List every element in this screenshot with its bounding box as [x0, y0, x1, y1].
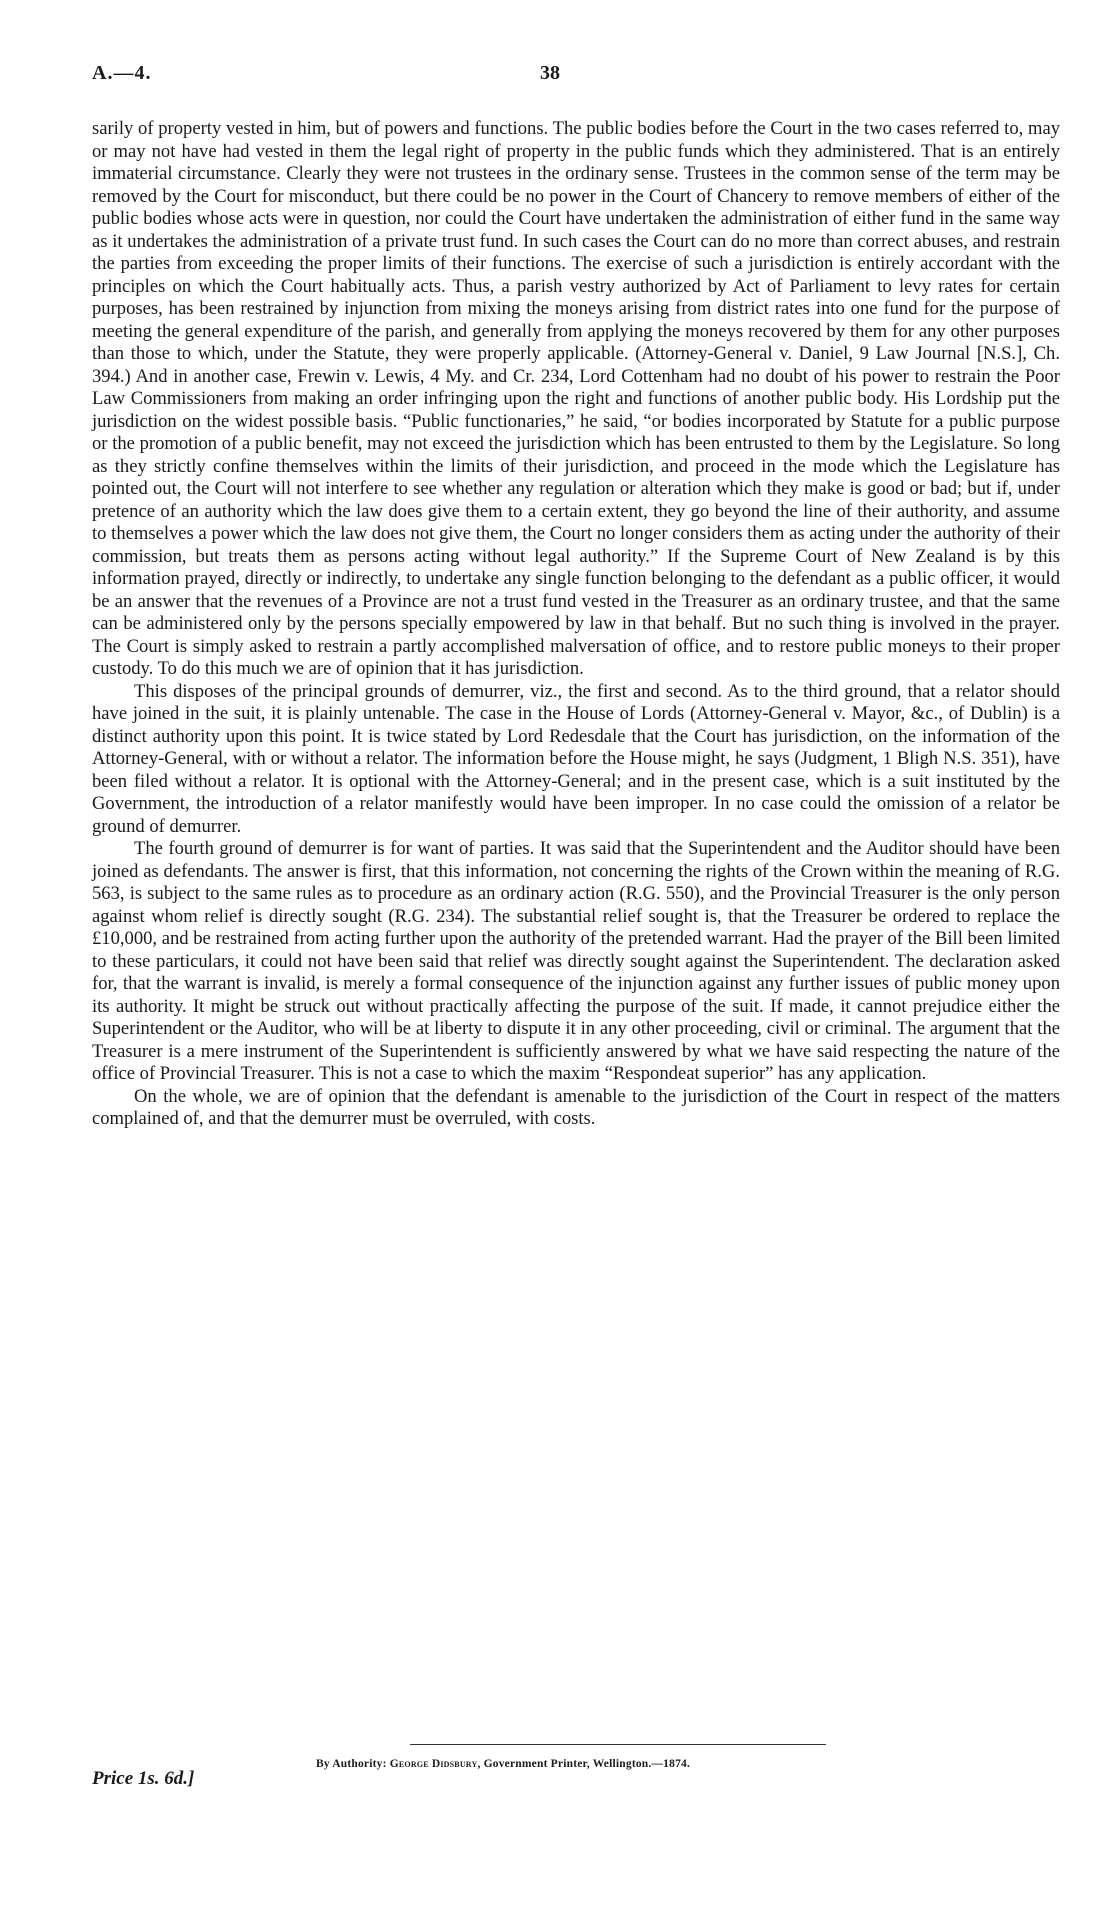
body-text — [92, 118, 1060, 1131]
paragraph-4: On the whole, we are of opinion that the defendant is amenable to the jurisdiction of the Court in respect of the matters complained of, and that the demurrer must be overruled, with costs. — [92, 1085, 1060, 1129]
page-number: 38 — [540, 62, 560, 84]
paragraph-1: sarily of property vested in him, but of powers and functions. The public bodies before the Court in the two cases referred to, may or may not have had vested in them the legal right of property in the public funds which they administered. That is an entirely immaterial circumstance. Clearly they were not trustees in the ordinary sense. Trustees in the common sense of the term may be removed by the Court for misconduct, but there could be no power in the Court of Chancery to remove members of either of the public bodies whose acts were in question, nor could the Court have undertaken the administration of either fund in the same way as it undertakes the administration of a private trust fund. In such cases the Court can do no more than correct abuses, and restrain the parties from exceeding the proper limits of their functions. The exercise of such a jurisdiction is entirely accordant with the principles on which the Court habitually acts. Thus, a parish vestry authorized by Act of Parliament to levy rates for certain purposes, has been restrained by injunction from mixing the moneys arising from district rates into one fund for the purpose of meeting the general expenditure of the parish, and generally from applying the moneys recovered by them for any other purposes than those to which, under the Statute, they were properly applicable. (Attorney-General v. Daniel, 9 Law Journal [N.S.], Ch. 394.) And in another case, Frewin v. Lewis, 4 My. and Cr. 234, Lord Cottenham had no doubt of his power to restrain the Poor Law Commissioners from making an order infringing upon the right and functions of another public body. His Lordship put the jurisdiction on the widest possible basis. “Public functionaries,” he said, “or bodies incorporated by Statute for a public purpose or the promotion of a public benefit, may not exceed the jurisdiction which has been entrusted to them by the Legislature. So long as they strictly confine themselves within the limits of their jurisdiction, and proceed in the mode which the Legislature has pointed out, the Court will not interfere to see whether any regulation or alteration which they make is good or bad; but if, under pretence of an authority which the law does give them to a certain extent, they go beyond the line of their authority, and assume to themselves a power which the law does not give them, the Court no longer considers them as acting under the authority of their commission, but treats them as persons acting without legal authority.” If the Supreme Court of New Zealand is by this information prayed, directly or indirectly, to undertake any single function belonging to the defendant as a public officer, it would be an answer that the revenues of a Province are not a trust fund vested in the Treasurer as an ordinary trustee, and that the same can be administered only by the persons specially empowered by law in that behalf. But no such thing is involved in the prayer. The Court is simply asked to restrain a partly accomplished malversation of office, and to restore public moneys to their proper custody. To do this much we are of opinion that it has jurisdiction. — [92, 118, 1060, 679]
printer-name: George Didsbury — [389, 1758, 478, 1770]
printer-authority-line — [316, 1758, 690, 1770]
footer-divider — [410, 1744, 826, 1745]
document-reference: A.—4. — [92, 62, 152, 84]
authority-prefix: By Authority: — [316, 1758, 390, 1770]
authority-suffix: , Government Printer, Wellington.—1874. — [477, 1758, 691, 1770]
paragraph-2: This disposes of the principal grounds of demurrer, viz., the first and second. As to the third ground, that a relator should have joined in the suit, it is plainly untenable. The case in the House of Lords (Attorney-General v. Mayor, &c., of Dublin) is a distinct authority upon this point. It is twice stated by Lord Redesdale that the Court has jurisdiction, on the information of the Attorney-General, with or without a relator. The information before the House might, he says (Judgment, 1 Bligh N.S. 351), have been filed without a relator. It is optional with the Attorney-General; and in the present case, which is a suit instituted by the Government, the introduction of a relator manifestly would have been improper. In no case could the omission of a relator be ground of demurrer. — [92, 680, 1060, 837]
price-label: Price 1s. 6d.] — [92, 1768, 195, 1789]
paragraph-3: The fourth ground of demurrer is for want of parties. It was said that the Superintendent and the Auditor should have been joined as defendants. The answer is first, that this information, not concerning the rights of the Crown within the meaning of R.G. 563, is subject to the same rules as to procedure as an ordinary action (R.G. 550), and the Provincial Treasurer is the only person against whom relief is directly sought (R.G. 234). The substantial relief sought is, that the Treasurer be ordered to replace the £10,000, and be restrained from acting further upon the authority of the pretended warrant. Had the prayer of the Bill been limited to these particulars, it could not have been said that relief was directly sought against the Superintendent. The declaration asked for, that the warrant is invalid, is merely a formal consequence of the injunction against any further issues of public money upon its authority. It might be struck out without practically affecting the purpose of the suit. If made, it cannot prejudice either the Superintendent or the Auditor, who will be at liberty to dispute it in any other proceeding, civil or criminal. The argument that the Treasurer is a mere instrument of the Superintendent is sufficiently answered by what we have said respecting the nature of the office of Provincial Treasurer. This is not a case to which the maxim “Respondeat superior” has any application. — [92, 838, 1060, 1084]
